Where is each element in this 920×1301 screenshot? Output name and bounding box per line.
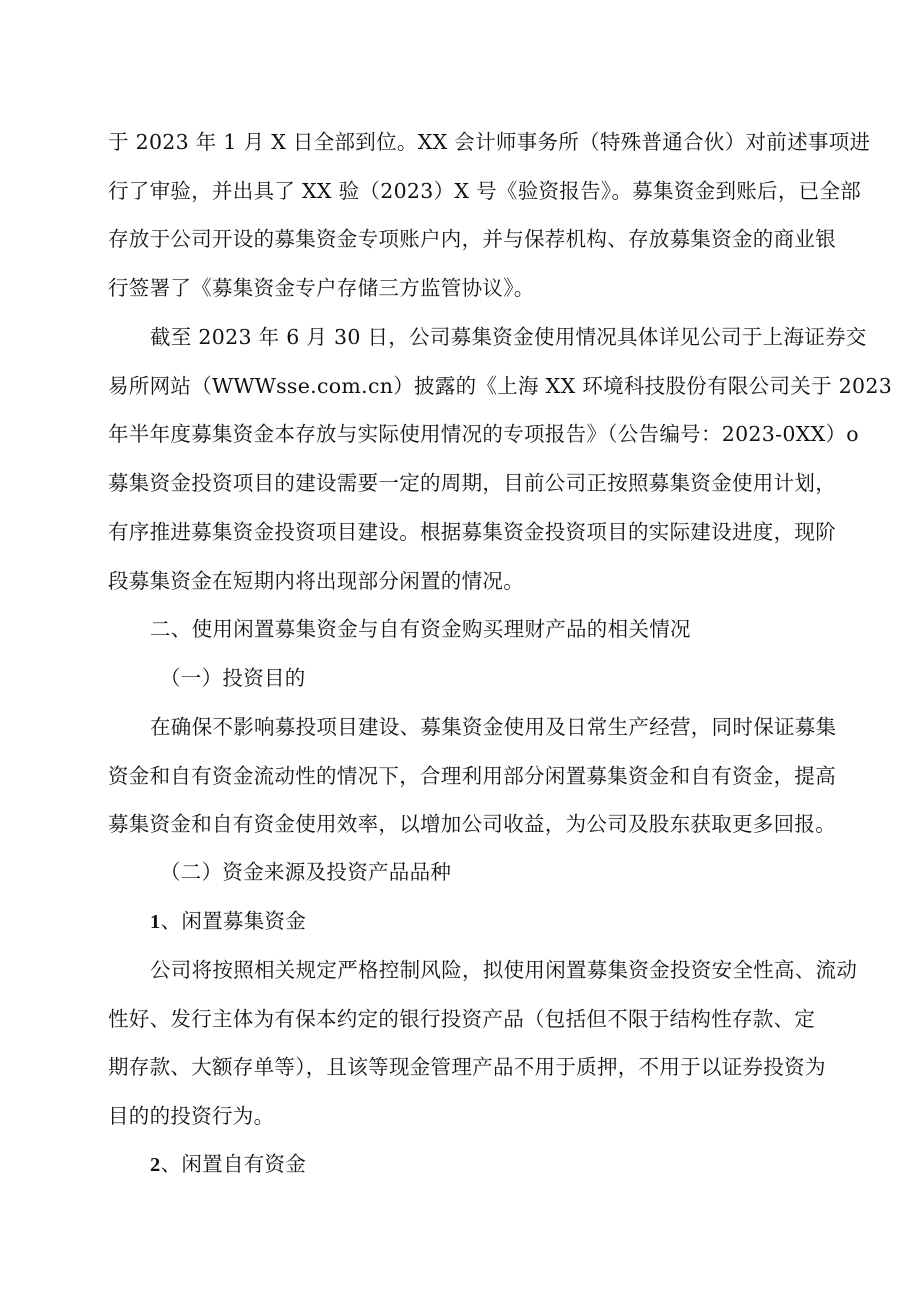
text-line: 于 2023 年 1 月 X 日全部到位。XX 会计师事务所（特殊普通合伙）对前述事项进	[108, 130, 871, 154]
text-line: 有序推进募集资金投资项目建设。根据募集资金投资项目的实际建设进度，现阶	[108, 519, 836, 544]
item-title: 、闲置募集资金	[160, 909, 307, 933]
text-line: 期存款、大额存单等），且该等现金管理产品不用于质押，不用于以证券投资为	[108, 1055, 826, 1080]
text-line: 易所网站（WWWsse.com.cn）披露的《上海 XX 环境科技股份有限公司关于 2023	[108, 373, 893, 398]
item-title: 、闲置自有资金	[160, 1152, 307, 1176]
text-line: 在确保不影响募投项目建设、募集资金使用及日常生产经营，同时保证募集	[150, 715, 837, 739]
paragraph-fund-usage	[108, 313, 893, 605]
item-heading-idle-raised-funds	[150, 897, 306, 947]
item-heading-idle-own-funds	[150, 1140, 306, 1190]
text-line: 募集资金投资项目的建设需要一定的周期，目前公司正按照募集资金使用计划，	[108, 471, 836, 496]
paragraph-investment-purpose	[108, 703, 837, 849]
text-line: 资金和自有资金流动性的情况下，合理利用部分闲置募集资金和自有资金，提高	[108, 763, 836, 788]
item-number: 2	[150, 1154, 161, 1176]
text-line: 募集资金和自有资金使用效率，以增加公司收益，为公司及股东获取更多回报。	[108, 812, 836, 837]
paragraph-fund-arrival	[108, 118, 871, 313]
text-line: 行了审验，并出具了 XX 验（2023）X 号《验资报告》。募集资金到账后，已全部	[108, 178, 862, 203]
text-line: 公司将按照相关规定严格控制风险，拟使用闲置募集资金投资安全性高、流动	[150, 958, 858, 982]
text-line: 性好、发行主体为有保本约定的银行投资产品（包括但不限于结构性存款、定	[108, 1006, 816, 1031]
paragraph-idle-raised-funds	[108, 946, 858, 1141]
text-line: 行签署了《募集资金专户存储三方监管协议》。	[108, 276, 535, 301]
item-number: 1	[150, 911, 161, 933]
subsection-heading-fund-source: （二）资金来源及投资产品品种	[160, 860, 452, 884]
text-line: 截至 2023 年 6 月 30 日，公司募集资金使用情况具体详见公司于上海证券交	[150, 325, 867, 349]
text-line: 存放于公司开设的募集资金专项账户内，并与保荐机构、存放募集资金的商业银	[108, 227, 836, 252]
text-line: 段募集资金在短期内将出现部分闲置的情况。	[108, 568, 524, 593]
subsection-heading-investment-purpose: （一）投资目的	[160, 666, 306, 690]
text-line: 目的的投资行为。	[108, 1104, 275, 1129]
text-line: 年半年度募集资金本存放与实际使用情况的专项报告》（公告编号：2023-0XX）o	[108, 422, 859, 447]
section-heading: 二、使用闲置募集资金与自有资金购买理财产品的相关情况	[150, 617, 691, 641]
